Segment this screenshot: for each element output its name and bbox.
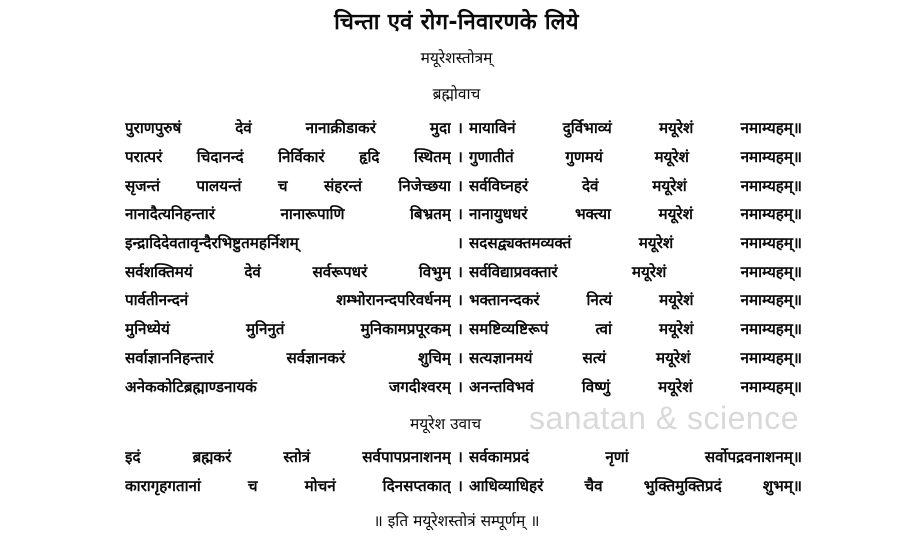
verse-word: सर्वाज्ञाननिहन्तारं bbox=[125, 348, 214, 367]
verse-first-half bbox=[125, 348, 451, 368]
verse-first-half bbox=[125, 290, 451, 310]
verse-second-half bbox=[469, 377, 802, 397]
verse-second-half bbox=[469, 476, 802, 496]
verse-word: सर्वशक्तिमयं bbox=[125, 262, 193, 281]
verse-word: नानाक्रीडाकरं bbox=[305, 119, 376, 138]
verse-word: भक्तानन्दकरं bbox=[469, 291, 540, 310]
verse-line bbox=[125, 200, 805, 229]
verse-word: मयूरेशं bbox=[658, 377, 693, 396]
verse-word: देवं bbox=[244, 262, 261, 281]
verse-second-half bbox=[469, 233, 802, 253]
verse-first-half bbox=[125, 319, 451, 339]
verse-second-half bbox=[469, 319, 802, 339]
verse-word: भक्त्या bbox=[575, 205, 611, 224]
verse-word: सृजन्तं bbox=[125, 176, 160, 195]
verse-word: निजेच्छया bbox=[398, 176, 451, 195]
verse-word: दुर्विभाव्यं bbox=[562, 119, 612, 138]
verse-word: मुनिनुतं bbox=[245, 320, 285, 339]
verse-word: सर्वविघ्नहरं bbox=[469, 176, 529, 195]
danda-separator: । bbox=[457, 234, 463, 253]
speaker-brahma: ब्रह्मोवाच bbox=[432, 85, 481, 103]
verse-word: मयूरेशं bbox=[658, 119, 694, 138]
verse-line bbox=[125, 443, 805, 472]
verse-word: मयूरेशं bbox=[659, 320, 694, 339]
verse-second-half bbox=[469, 204, 802, 224]
verse-word: मुदा bbox=[429, 119, 451, 138]
verse-line bbox=[125, 315, 805, 344]
verse-word: पुराणपुरुषं bbox=[125, 119, 182, 138]
danda-separator: । bbox=[457, 291, 463, 310]
verse-word: नमाम्यहम्॥ bbox=[740, 320, 802, 339]
verse-line bbox=[125, 229, 805, 258]
verse-line bbox=[125, 372, 805, 401]
verse-word: जगदीश्वरम् bbox=[388, 377, 451, 396]
verse-first-half bbox=[125, 447, 451, 467]
verse-word: नमाम्यहम्॥ bbox=[740, 234, 802, 253]
verse-second-half bbox=[469, 118, 802, 138]
verse-word: पालयन्तं bbox=[196, 176, 242, 195]
verse-line bbox=[125, 143, 805, 172]
verse-word: स्थितम् bbox=[414, 148, 451, 167]
verse-word: सत्यं bbox=[582, 348, 606, 367]
verse-word: सर्वरूपधरं bbox=[312, 262, 368, 281]
verse-word: नमाम्यहम्॥ bbox=[740, 262, 802, 281]
closing-line: ॥ इति मयूरेशस्तोत्रं सम्पूर्णम् ॥ bbox=[373, 512, 540, 530]
verse-second-half bbox=[469, 290, 802, 310]
verse-word: सदसद्व्यक्तमव्यक्तं bbox=[469, 234, 572, 253]
verse-word: मयूरेशं bbox=[656, 348, 691, 367]
verse-word: मयूरेशं bbox=[652, 176, 687, 195]
verse-second-half bbox=[469, 447, 802, 467]
verse-word: नमाम्यहम्॥ bbox=[740, 119, 802, 138]
verse-word: देवं bbox=[235, 119, 252, 138]
verse-word: नमाम्यहम्॥ bbox=[740, 176, 802, 195]
verse-word: भुक्तिमुक्तिप्रदं bbox=[643, 477, 722, 496]
verse-word: सर्वज्ञानकरं bbox=[286, 348, 346, 367]
danda-separator: । bbox=[457, 348, 463, 367]
verse-word: चिदानन्दं bbox=[196, 148, 244, 167]
verse-second-half bbox=[469, 147, 802, 167]
verse-word: मोचनं bbox=[304, 477, 336, 496]
verse-word: सत्यज्ञानमयं bbox=[469, 348, 533, 367]
danda-separator: । bbox=[457, 119, 463, 138]
verse-word: निर्विकारं bbox=[278, 148, 325, 167]
verse-word: नृणां bbox=[605, 448, 629, 467]
verse-word: सर्वविद्याप्रवक्तारं bbox=[469, 262, 558, 281]
verse-word: सर्वकामप्रदं bbox=[469, 448, 530, 467]
verse-word: अनन्तविभवं bbox=[469, 377, 534, 396]
verse-word: गुणमयं bbox=[565, 148, 603, 167]
verse-word: नानायुधधरं bbox=[469, 205, 528, 224]
verse-word: नानारूपाणि bbox=[280, 205, 345, 224]
verse-first-half bbox=[125, 176, 451, 196]
verse-word: सर्वपापप्रनाशनम् bbox=[362, 448, 451, 467]
verse-word: अनेककोटिब्रह्माण्डनायकं bbox=[125, 377, 257, 396]
verse-word: विष्णुं bbox=[581, 377, 611, 396]
verse-line bbox=[125, 472, 805, 501]
verse-word: हृदि bbox=[359, 148, 380, 167]
verse-first-half bbox=[125, 476, 451, 496]
verse-first-half bbox=[125, 118, 451, 138]
verse-word: विभुम् bbox=[418, 262, 451, 281]
verse-word: परात्परं bbox=[125, 148, 163, 167]
verse-word: शुचिम् bbox=[418, 348, 451, 367]
danda-separator: । bbox=[457, 148, 463, 167]
verse-word: सर्वोपद्रवनाशनम्॥ bbox=[704, 448, 802, 467]
verse-word: समष्टिव्यष्टिरूपं bbox=[469, 320, 549, 339]
verse-word: च bbox=[247, 477, 258, 496]
verse-word: नमाम्यहम्॥ bbox=[740, 148, 802, 167]
verse-first-half bbox=[125, 262, 451, 282]
verse-second-half bbox=[469, 262, 802, 282]
danda-separator: । bbox=[457, 448, 463, 467]
page-title: चिन्ता एवं रोग-निवारणके लिये bbox=[334, 10, 579, 35]
verse-word: नमाम्यहम्॥ bbox=[740, 377, 802, 396]
verse-second-half bbox=[469, 348, 802, 368]
verse-word: संहरन्तं bbox=[323, 176, 362, 195]
verse-block-mayuresha bbox=[125, 443, 805, 500]
danda-separator: । bbox=[457, 176, 463, 195]
verse-word: स्तोत्रं bbox=[283, 448, 311, 467]
danda-separator: । bbox=[457, 205, 463, 224]
verse-word: मुनिकामप्रपूरकम् bbox=[360, 320, 451, 339]
verse-word: नमाम्यहम्॥ bbox=[740, 291, 802, 310]
stotra-name: मयूरेशस्तोत्रम् bbox=[420, 49, 493, 67]
verse-word: बिभ्रतम् bbox=[409, 205, 451, 224]
verse-word: नमाम्यहम्॥ bbox=[740, 348, 802, 367]
verse-word: त्वां bbox=[595, 320, 612, 339]
verse-word: देवं bbox=[581, 176, 599, 195]
speaker-mayuresha: मयूरेश उवाच bbox=[410, 415, 482, 433]
verse-word: चैव bbox=[584, 477, 603, 496]
verse-word: मुनिध्येयं bbox=[125, 320, 170, 339]
verse-word: शम्भोरानन्दपरिवर्धनम् bbox=[336, 291, 451, 310]
verse-word: आधिव्याधिहरं bbox=[469, 477, 544, 496]
verse-word: नानादैत्यनिहन्तारं bbox=[125, 205, 215, 224]
verse-block-brahma bbox=[125, 114, 805, 401]
verse-second-half bbox=[469, 176, 802, 196]
verse-word: इन्द्रादिदेवतावृन्दैरभिष्टुतमहर्निशम् bbox=[125, 234, 299, 253]
verse-word: मयूरेशं bbox=[638, 234, 674, 253]
verse-word: च bbox=[277, 176, 288, 195]
verse-word: नित्यं bbox=[586, 291, 613, 310]
verse-word: शुभम्॥ bbox=[762, 477, 802, 496]
danda-separator: । bbox=[457, 320, 463, 339]
verse-word: गुणातीतं bbox=[469, 148, 514, 167]
verse-first-half bbox=[125, 147, 451, 167]
verse-first-half bbox=[125, 204, 451, 224]
verse-word: ब्रह्मकरं bbox=[192, 448, 232, 467]
verse-word: मयूरेशं bbox=[659, 291, 694, 310]
verse-line bbox=[125, 286, 805, 315]
watermark-text: sanatan & science bbox=[529, 400, 799, 436]
verse-line bbox=[125, 114, 805, 143]
danda-separator: । bbox=[457, 377, 463, 396]
verse-first-half bbox=[125, 233, 451, 253]
verse-word: इदं bbox=[125, 448, 141, 467]
danda-separator: । bbox=[457, 477, 463, 496]
verse-word: मयूरेशं bbox=[658, 205, 693, 224]
verse-line bbox=[125, 171, 805, 200]
verse-word: मयूरेशं bbox=[654, 148, 689, 167]
verse-word: कारागृहगतानां bbox=[125, 477, 201, 496]
verse-first-half bbox=[125, 377, 451, 397]
verse-word: मायाविनं bbox=[469, 119, 516, 138]
verse-word: पार्वतीनन्दनं bbox=[125, 291, 189, 310]
danda-separator: । bbox=[457, 262, 463, 281]
verse-line bbox=[125, 257, 805, 286]
verse-word: मयूरेशं bbox=[631, 262, 667, 281]
verse-line bbox=[125, 344, 805, 373]
verse-word: नमाम्यहम्॥ bbox=[740, 205, 802, 224]
verse-word: दिनसप्तकात् bbox=[382, 477, 451, 496]
